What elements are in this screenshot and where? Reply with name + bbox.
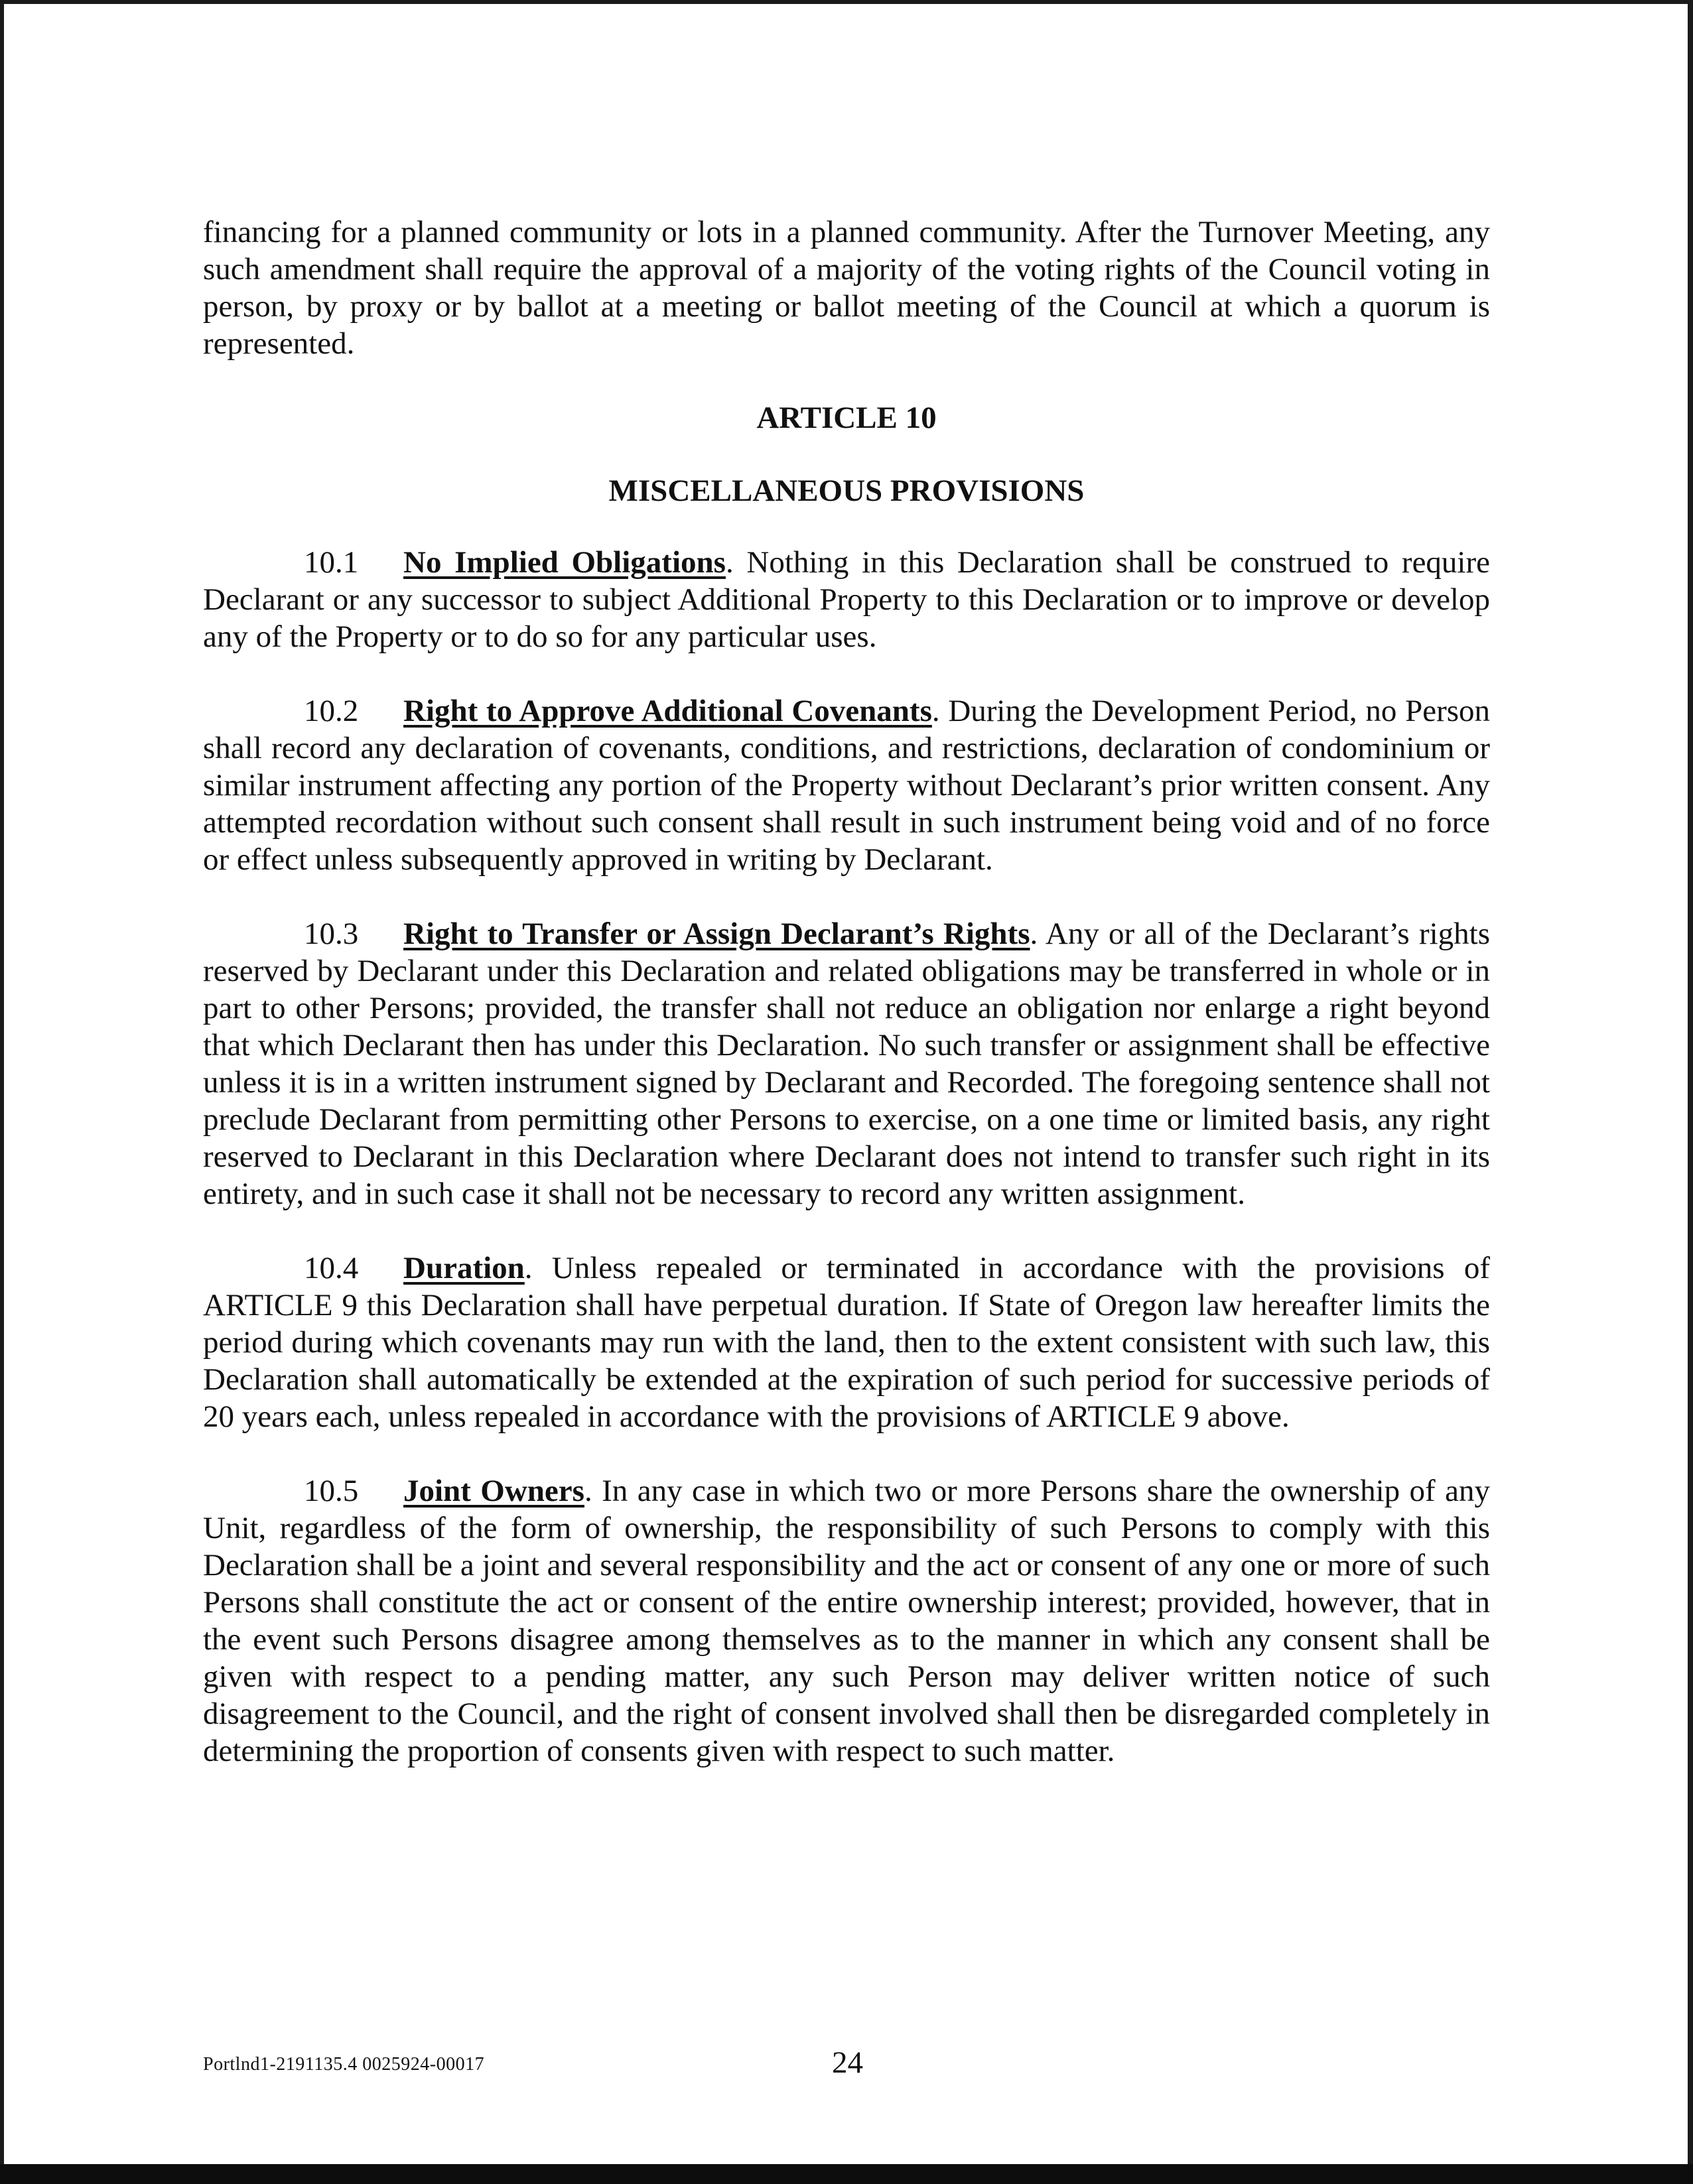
article-title: ARTICLE 10 bbox=[756, 401, 937, 435]
scan-border-left bbox=[0, 0, 4, 2184]
section-title: Right to Approve Additional Covenants bbox=[403, 694, 932, 728]
section-10-3 bbox=[203, 915, 1490, 1212]
page-number: 24 bbox=[832, 2045, 863, 2080]
section-title: Right to Transfer or Assign Declarant’s Rights bbox=[403, 917, 1030, 951]
section-number: 10.3 bbox=[304, 917, 359, 951]
section-number: 10.2 bbox=[304, 694, 359, 728]
section-10-4 bbox=[203, 1250, 1490, 1435]
section-title: No Implied Obligations bbox=[403, 545, 726, 580]
section-number: 10.5 bbox=[304, 1474, 359, 1508]
section-text: . Any or all of the Declarant’s rights reserved by Declarant under this Declaration and related obligations may be transferred in whole or in part to other Persons; provided, the transfer shall not reduce an obligation nor enlarge a right beyond that which Declarant then has under this Declaration. No such transfer or assignment shall be effective unless it is in a written instrument signed by Declarant and Recorded. The foregoing sentence shall not preclude Declarant from permitting other Persons to exercise, on a one time or limited basis, any right reserved to Declarant in this Declaration where Declarant does not intend to transfer such right in its entirety, and in such case it shall not be necessary to record any written assignment. bbox=[203, 917, 1490, 1211]
section-number: 10.4 bbox=[304, 1251, 359, 1285]
article-subtitle: MISCELLANEOUS PROVISIONS bbox=[608, 474, 1085, 508]
section-text: . During the Development Period, no Person shall record any declaration of covenants, conditions, and restrictions, declaration of condominium or similar instrument affecting any portion of the Property without Declarant’s prior written consent. Any attempted recordation without such consent shall result in such instrument being void and of no force or effect unless subsequently approved in writing by Declarant. bbox=[203, 694, 1491, 877]
scan-border-right bbox=[1688, 0, 1693, 2184]
document-page bbox=[203, 214, 1490, 1769]
section-text: . In any case in which two or more Persons share the ownership of any Unit, regardless of the form of ownership, the responsibility of such Persons to comply with this Declaration shall be a joint and several responsibility and the act or consent of any one or more of such Persons shall constitute the act or consent of the entire ownership interest; provided, however, that in the event such Persons disagree among themselves as to the manner in which any consent shall be given with respect to a pending matter, any such Person may deliver written notice of such disagreement to the Council, and the right of consent involved shall then be disregarded completely in determining the proportion of consents given with respect to such matter. bbox=[203, 1474, 1491, 1768]
scan-border-bottom bbox=[0, 2164, 1693, 2184]
document-id: Portlnd1-2191135.4 0025924-00017 bbox=[203, 2054, 485, 2075]
section-10-1 bbox=[203, 544, 1490, 655]
section-text: . Nothing in this Declaration shall be construed to require Declarant or any successor to subject Additional Property to this Declaration or to improve or develop any of the Property or to do so for any particular uses. bbox=[203, 545, 1491, 654]
section-text: . Unless repealed or terminated in accordance with the provisions of ARTICLE 9 this Declaration shall have perpetual duration. If State of Oregon law hereafter limits the period during which covenants may run with the land, then to the extent consistent with such law, this Declaration shall automatically be extended at the expiration of such period for successive periods of 20 years each, unless repealed in accordance with the provisions of ARTICLE 9 above. bbox=[203, 1251, 1490, 1434]
page-footer bbox=[203, 2045, 1490, 2085]
section-title: Duration bbox=[403, 1251, 525, 1285]
section-10-5 bbox=[203, 1472, 1490, 1769]
intro-paragraph: financing for a planned community or lots in a planned community. After the Turnover Meeting, any such amendment shall require the approval of a majority of the voting rights of the Council voting in person, by proxy or by ballot at a meeting or ballot meeting of the Council at which a quorum is represented. bbox=[203, 215, 1490, 361]
section-number: 10.1 bbox=[304, 545, 359, 580]
scan-border-top bbox=[0, 0, 1693, 4]
section-10-2 bbox=[203, 692, 1490, 878]
section-title: Joint Owners bbox=[403, 1474, 584, 1508]
